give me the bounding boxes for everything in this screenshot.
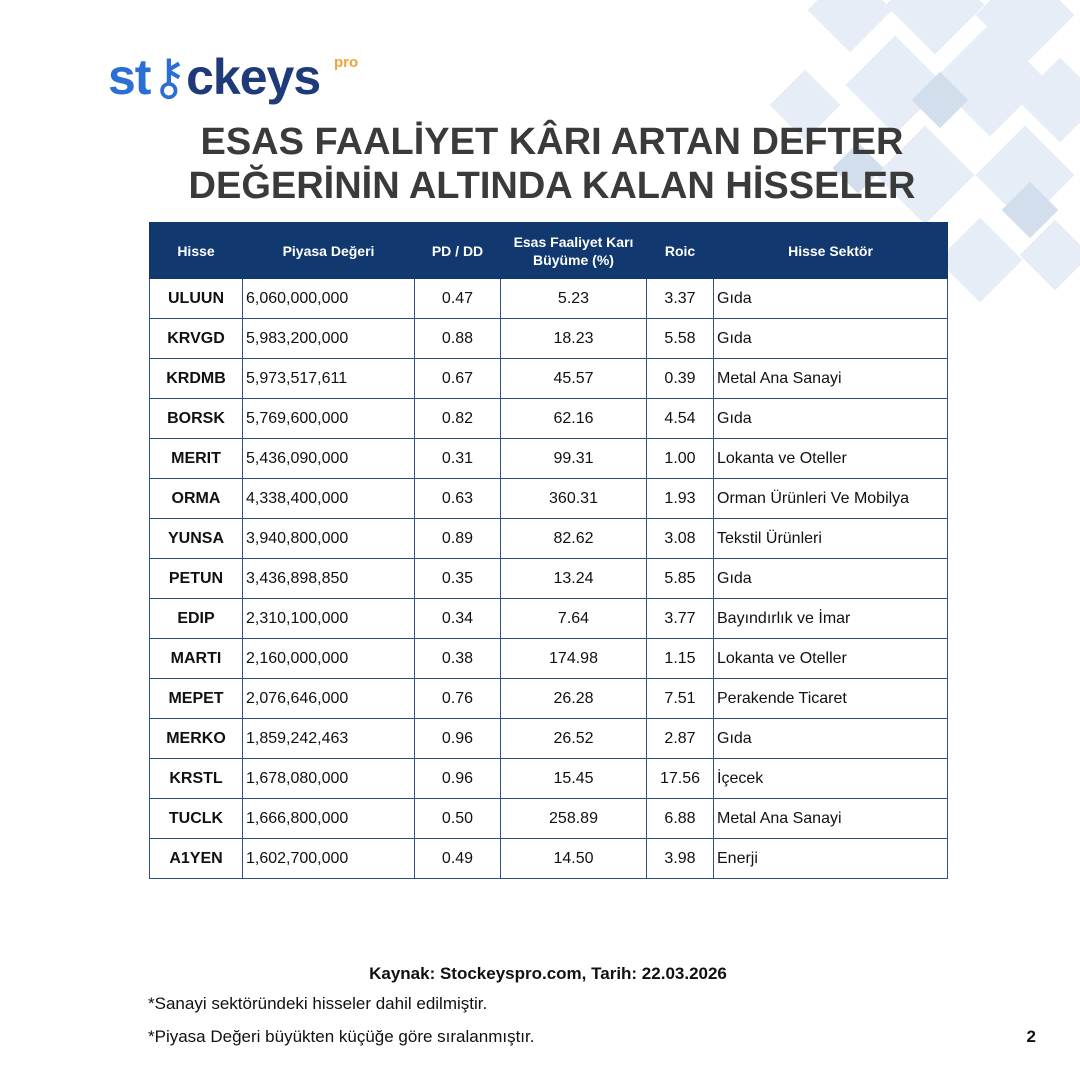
cell-pd-dd: 0.89 (415, 519, 501, 559)
table-row (150, 599, 948, 639)
title-line-2: DEĞERİNİN ALTINDA KALAN HİSSELER (188, 165, 916, 207)
cell-sektor: Metal Ana Sanayi (714, 799, 948, 839)
cell-piyasa-degeri: 1,602,700,000 (243, 839, 415, 879)
cell-pd-dd: 0.34 (415, 599, 501, 639)
cell-pd-dd: 0.82 (415, 399, 501, 439)
cell-pd-dd: 0.49 (415, 839, 501, 879)
header-faaliyet-kari-buyume: Esas Faaliyet Karı Büyüme (%) (501, 223, 647, 279)
cell-sektor: İçecek (714, 759, 948, 799)
cell-hisse: YUNSA (150, 519, 243, 559)
cell-roic: 2.87 (647, 719, 714, 759)
table-row (150, 719, 948, 759)
table-row (150, 279, 948, 319)
cell-piyasa-degeri: 4,338,400,000 (243, 479, 415, 519)
logo-text-part2: ckeys (186, 49, 321, 105)
cell-piyasa-degeri: 1,678,080,000 (243, 759, 415, 799)
cell-piyasa-degeri: 2,310,100,000 (243, 599, 415, 639)
cell-roic: 1.93 (647, 479, 714, 519)
cell-pd-dd: 0.47 (415, 279, 501, 319)
cell-faaliyet-kari-buyume: 99.31 (501, 439, 647, 479)
cell-sektor: Perakende Ticaret (714, 679, 948, 719)
table-row (150, 399, 948, 439)
cell-faaliyet-kari-buyume: 5.23 (501, 279, 647, 319)
cell-roic: 3.08 (647, 519, 714, 559)
cell-sektor: Metal Ana Sanayi (714, 359, 948, 399)
cell-roic: 6.88 (647, 799, 714, 839)
header-sektor: Hisse Sektör (714, 223, 948, 279)
cell-faaliyet-kari-buyume: 18.23 (501, 319, 647, 359)
title-line-1: ESAS FAALİYET KÂRI ARTAN DEFTER (200, 121, 904, 163)
cell-piyasa-degeri: 5,436,090,000 (243, 439, 415, 479)
stockeys-logo (108, 48, 368, 108)
cell-pd-dd: 0.50 (415, 799, 501, 839)
cell-pd-dd: 0.63 (415, 479, 501, 519)
cell-piyasa-degeri: 5,983,200,000 (243, 319, 415, 359)
cell-piyasa-degeri: 5,769,600,000 (243, 399, 415, 439)
cell-faaliyet-kari-buyume: 258.89 (501, 799, 647, 839)
cell-roic: 5.58 (647, 319, 714, 359)
cell-faaliyet-kari-buyume: 82.62 (501, 519, 647, 559)
cell-roic: 1.15 (647, 639, 714, 679)
cell-sektor: Orman Ürünleri Ve Mobilya (714, 479, 948, 519)
cell-pd-dd: 0.38 (415, 639, 501, 679)
cell-pd-dd: 0.96 (415, 759, 501, 799)
cell-faaliyet-kari-buyume: 62.16 (501, 399, 647, 439)
cell-faaliyet-kari-buyume: 174.98 (501, 639, 647, 679)
cell-piyasa-degeri: 1,859,242,463 (243, 719, 415, 759)
stocks-table (149, 222, 948, 879)
cell-faaliyet-kari-buyume: 26.28 (501, 679, 647, 719)
cell-pd-dd: 0.76 (415, 679, 501, 719)
cell-pd-dd: 0.31 (415, 439, 501, 479)
cell-sektor: Gıda (714, 719, 948, 759)
table-row (150, 839, 948, 879)
table-row (150, 359, 948, 399)
cell-sektor: Tekstil Ürünleri (714, 519, 948, 559)
cell-hisse: TUCLK (150, 799, 243, 839)
cell-faaliyet-kari-buyume: 15.45 (501, 759, 647, 799)
page-number: 2 (1026, 1027, 1036, 1046)
cell-piyasa-degeri: 2,160,000,000 (243, 639, 415, 679)
cell-roic: 3.98 (647, 839, 714, 879)
cell-pd-dd: 0.67 (415, 359, 501, 399)
cell-sektor: Lokanta ve Oteller (714, 639, 948, 679)
cell-faaliyet-kari-buyume: 14.50 (501, 839, 647, 879)
cell-hisse: KRVGD (150, 319, 243, 359)
table-row (150, 519, 948, 559)
table-row (150, 759, 948, 799)
cell-hisse: ULUUN (150, 279, 243, 319)
cell-hisse: BORSK (150, 399, 243, 439)
cell-roic: 4.54 (647, 399, 714, 439)
cell-pd-dd: 0.35 (415, 559, 501, 599)
footnote-sanayi: *Sanayi sektöründeki hisseler dahil edilmiştir. (148, 994, 488, 1013)
cell-hisse: ORMA (150, 479, 243, 519)
cell-piyasa-degeri: 1,666,800,000 (243, 799, 415, 839)
cell-piyasa-degeri: 2,076,646,000 (243, 679, 415, 719)
table-row (150, 439, 948, 479)
cell-faaliyet-kari-buyume: 26.52 (501, 719, 647, 759)
cell-faaliyet-kari-buyume: 45.57 (501, 359, 647, 399)
header-pd-dd: PD / DD (415, 223, 501, 279)
cell-roic: 0.39 (647, 359, 714, 399)
footnote-siralama: *Piyasa Değeri büyükten küçüğe göre sıralanmıştır. (148, 1027, 535, 1046)
cell-sektor: Gıda (714, 559, 948, 599)
key-icon: ⚷ (150, 49, 187, 105)
source-text: Kaynak: Stockeyspro.com, Tarih: 22.03.2026 (369, 964, 727, 983)
table-row (150, 479, 948, 519)
table-header-row (150, 223, 948, 279)
logo-pro-superscript: pro (334, 54, 359, 71)
cell-piyasa-degeri: 3,436,898,850 (243, 559, 415, 599)
cell-hisse: EDIP (150, 599, 243, 639)
cell-hisse: MERIT (150, 439, 243, 479)
table-row (150, 559, 948, 599)
page-title (140, 120, 964, 208)
cell-sektor: Gıda (714, 279, 948, 319)
cell-piyasa-degeri: 3,940,800,000 (243, 519, 415, 559)
logo-text-part1: st (108, 49, 151, 105)
cell-hisse: PETUN (150, 559, 243, 599)
cell-faaliyet-kari-buyume: 13.24 (501, 559, 647, 599)
table-row (150, 799, 948, 839)
cell-piyasa-degeri: 5,973,517,611 (243, 359, 415, 399)
cell-roic: 17.56 (647, 759, 714, 799)
cell-hisse: KRDMB (150, 359, 243, 399)
cell-hisse: MARTI (150, 639, 243, 679)
header-hisse: Hisse (150, 223, 243, 279)
cell-hisse: KRSTL (150, 759, 243, 799)
cell-sektor: Enerji (714, 839, 948, 879)
header-piyasa-degeri: Piyasa Değeri (243, 223, 415, 279)
cell-pd-dd: 0.88 (415, 319, 501, 359)
header-roic: Roic (647, 223, 714, 279)
table-row (150, 639, 948, 679)
cell-hisse: MERKO (150, 719, 243, 759)
cell-piyasa-degeri: 6,060,000,000 (243, 279, 415, 319)
cell-roic: 3.37 (647, 279, 714, 319)
cell-roic: 3.77 (647, 599, 714, 639)
cell-roic: 1.00 (647, 439, 714, 479)
cell-hisse: MEPET (150, 679, 243, 719)
cell-sektor: Gıda (714, 319, 948, 359)
cell-roic: 7.51 (647, 679, 714, 719)
cell-pd-dd: 0.96 (415, 719, 501, 759)
cell-faaliyet-kari-buyume: 7.64 (501, 599, 647, 639)
cell-sektor: Gıda (714, 399, 948, 439)
cell-sektor: Lokanta ve Oteller (714, 439, 948, 479)
cell-roic: 5.85 (647, 559, 714, 599)
cell-faaliyet-kari-buyume: 360.31 (501, 479, 647, 519)
table-body (150, 279, 948, 879)
cell-sektor: Bayındırlık ve İmar (714, 599, 948, 639)
cell-hisse: A1YEN (150, 839, 243, 879)
logo-wordmark (108, 48, 320, 106)
table-row (150, 679, 948, 719)
table-row (150, 319, 948, 359)
